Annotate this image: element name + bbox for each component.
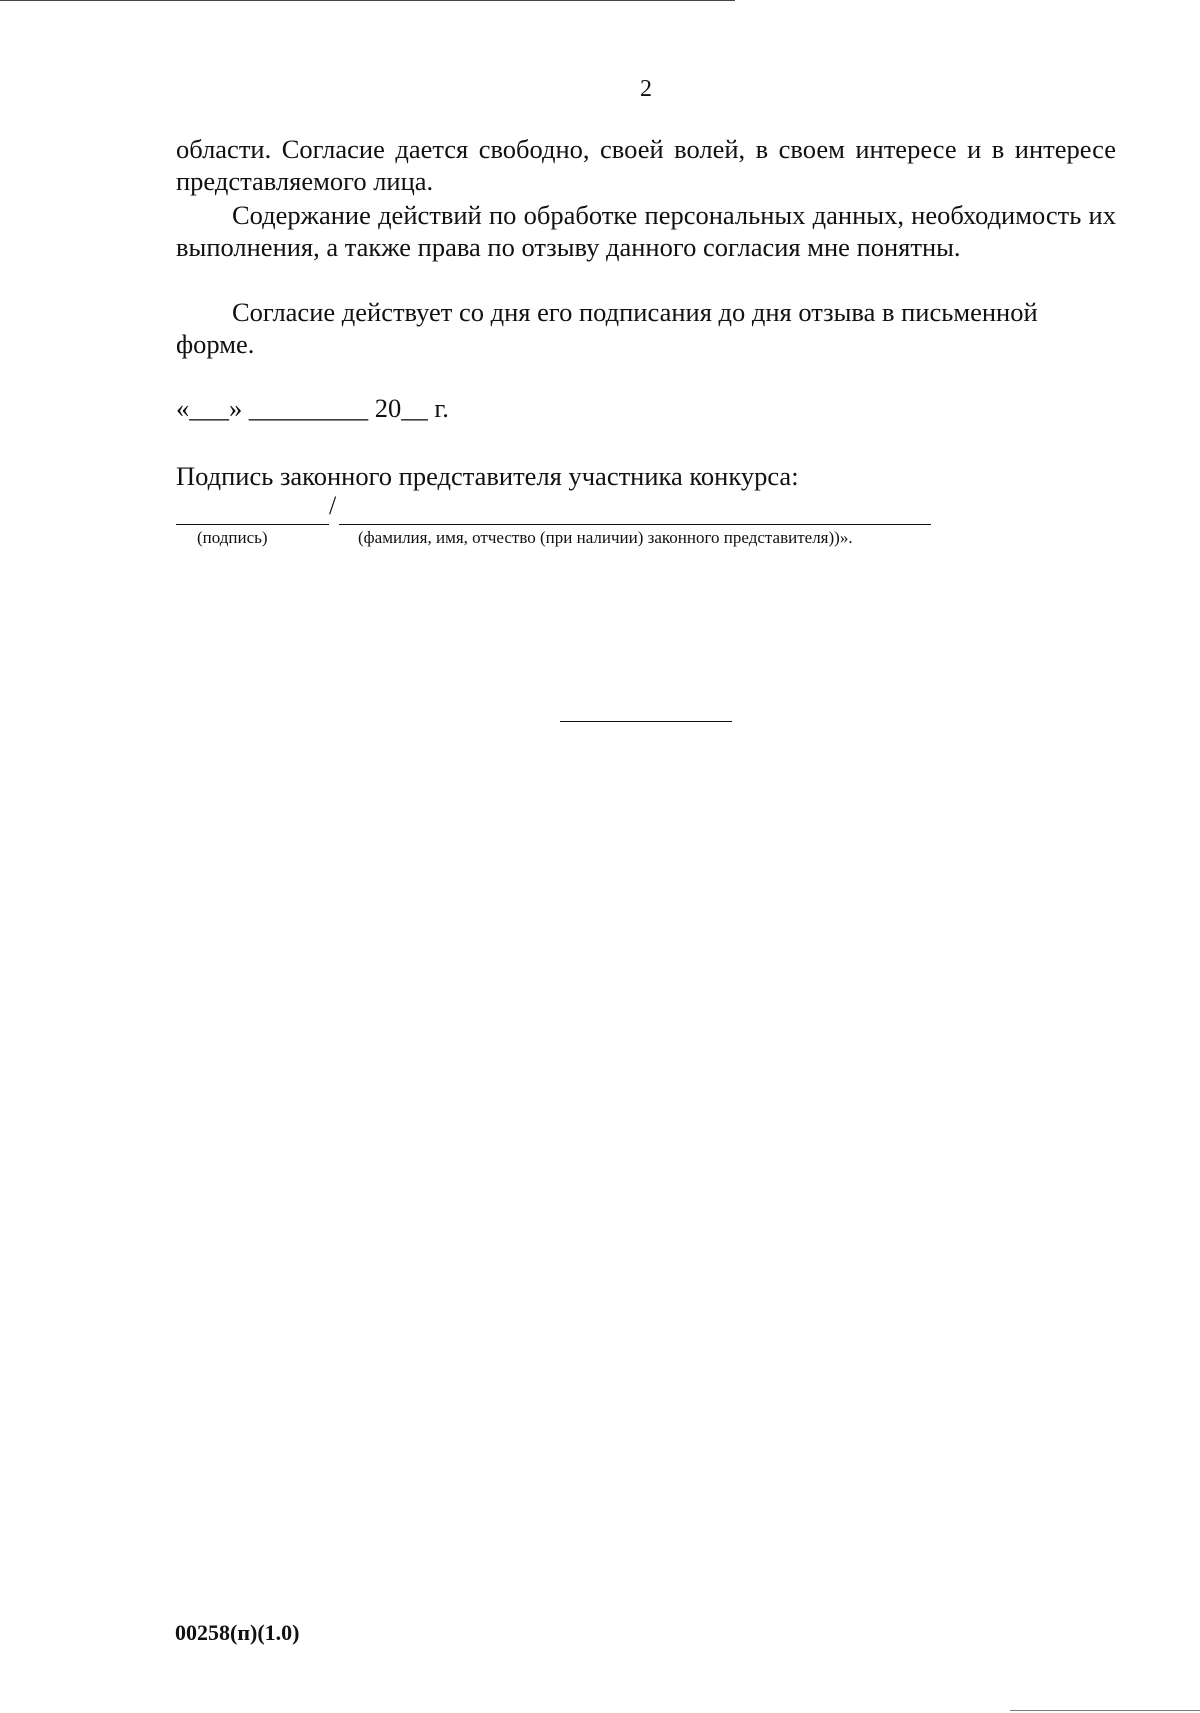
scan-edge-bottom xyxy=(1010,1710,1200,1711)
signature-caption: (подпись) xyxy=(197,528,268,547)
scan-edge-top xyxy=(0,0,735,1)
representative-name-line xyxy=(339,524,931,525)
end-of-document-rule xyxy=(560,721,732,722)
paragraph-validity-period: Согласие действует со дня его подписания до дня отзыва в письменной форме. xyxy=(176,297,1038,359)
date-line: «___» _________ 20__ г. xyxy=(176,393,449,423)
signature-line xyxy=(176,524,329,525)
document-code: 00258(п)(1.0) xyxy=(175,1620,300,1645)
paragraph-processing-understood: Содержание действий по обработке персональных данных, необходимость их выполнения, а также права по отзыву данного согласия мне понятны. xyxy=(176,200,1116,262)
paragraph-consent-free-will: области. Согласие дается свободно, своей волей, в своем интересе и в интересе представляемого лица. xyxy=(176,134,1116,196)
representative-name-caption: (фамилия, имя, отчество (при наличии) законного представителя))». xyxy=(358,528,853,547)
page-number: 2 xyxy=(640,76,652,102)
signature-heading: Подпись законного представителя участника конкурса: xyxy=(176,461,799,491)
signature-separator: / xyxy=(329,491,337,520)
